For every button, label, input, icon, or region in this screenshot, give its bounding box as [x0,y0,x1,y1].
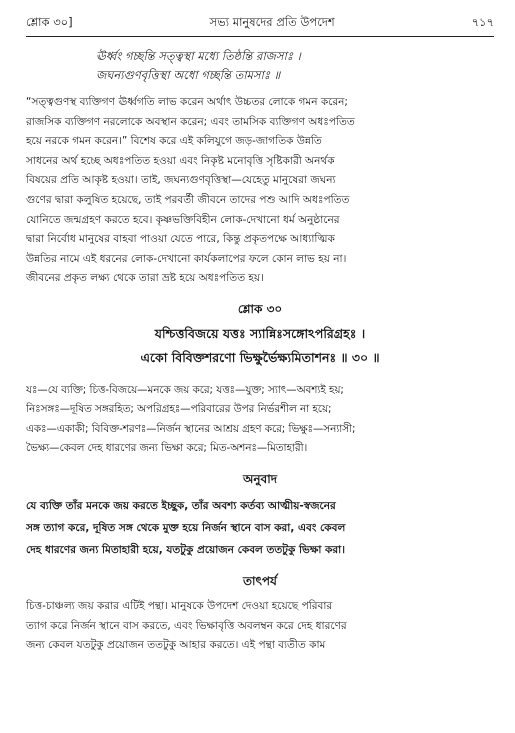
paragraph-line: যোনিতে জন্মগ্রহণ করতে হবে। কৃষ্ণভক্তিবিহীন লোক-দেখানো ধর্ম অনুষ্ঠানের [26,213,340,226]
translation-heading: অনুবাদ [242,471,278,486]
synonym-line: যঃ—যে ব্যক্তি; চিত্ত-বিজয়ে—মনকে জয় করে; যত্তঃ—যুক্ত; স্যাৎ—অবশ্যই হয়; [26,383,344,396]
quoted-sloka [96,47,494,85]
paragraph-line: বিষয়ের প্রতি আকৃষ্ট হওয়া। তাই, জঘন্যগুণবৃত্তিস্থা—যেহেতু মানুষেরা জঘন্য [26,174,336,187]
page-number: ৭১৭ [471,15,494,29]
purport-heading: তাৎপর্য [243,573,277,588]
paragraph-line: উন্নতির নামে এই ধরনের লোক-দেখানো কার্যকলাপের ফলে কোন লাভ হয় না। [26,252,347,265]
translation-line: যে ব্যক্তি তাঁর মনকে জয় করতে ইচ্ছুক, তাঁর অবশ্য কর্তব্য আত্মীয়-স্বজনের [26,499,336,512]
page-header [26,14,494,34]
verse-line: যশ্চিত্তবিজয়ে যত্তঃ স্যান্নিঃসঙ্গোঽপরিগ্রহঃ । [154,325,366,341]
synonym-line: নিঃসঙ্গঃ—দূষিত সঙ্গরহিত; অপরিগ্রহঃ—পরিবারের উপর নির্ভরশীল না হয়ে; [26,403,332,416]
paragraph-line: জীবনের প্রকৃত লক্ষ্য থেকে তারা ভ্রষ্ট হয়ে অধঃপতিত হয়। [26,272,264,285]
purport-line: ত্যাগ করে নির্জন স্থানে বাস করতে, এবং ভিক্ষাবৃত্তি অবলম্বন করে দেহ ধারণের [26,619,347,632]
paragraph-line: গুণের দ্বারা কলুষিত হয়েছে, তাই পরবর্তী জীবনে তাদের পশু আদি অধঃপতিত [26,193,350,206]
quoted-sloka-line: জঘন্যগুণবৃত্তিস্থা অধো গচ্ছন্তি তামসাঃ ॥ [96,68,281,82]
verse-line: একো বিবিক্তশরণো ভিক্ষুর্ভৈক্ষ্যমিতাশনঃ ॥ ৩০ ॥ [140,349,380,365]
paragraph-line: রাজসিক ব্যক্তিগণ নরলোকে অবস্থান করেন; এবং তামসিক ব্যক্তিগণ অধঃপতিত [26,115,355,128]
paragraph-line: সাধনের অর্থ হচ্ছে অধঃপতিত হওয়া এবং নিকৃষ্ট মনোবৃত্তি সৃষ্টিকারী অনর্থক [26,154,335,167]
paragraph-line: দ্বারা নির্বোধ মানুষের বাহবা পাওয়া যেতে পারে, কিন্তু প্রকৃতপক্ষে আধ্যাত্মিক [26,233,335,246]
translation-text [26,495,494,561]
header-rule [26,36,494,37]
word-for-word-synonyms [26,381,494,459]
commentary-paragraph [26,93,494,289]
translation-line: দেহ ধারণের জন্য মিতাহারী হয়ে, যতটুকু প্রয়োজন কেবল ততটুকু ভিক্ষা করা। [26,543,345,556]
synonym-line: একঃ—একাকী; বিবিক্ত-শরণঃ—নির্জন স্থানের আশ্রয় গ্রহণ করে; ভিক্ষুঃ—সন্যাসী; [26,422,356,435]
paragraph-line: “সত্ত্বগুণস্থ ব্যক্তিগণ ঊর্ধ্বগতি লাভ করেন অর্থাৎ উচ্চতর লোকে গমন করেন; [26,96,348,108]
translation-line: সঙ্গ ত্যাগ করে, দূষিত সঙ্গ থেকে মুক্ত হয়ে নির্জন স্থানে বাস করা, এবং কেবল [26,521,346,534]
sloka-heading: শ্লোক ৩০ [237,301,283,316]
header-verse-ref: শ্লোক ৩০] [26,15,73,29]
verse-block [26,323,494,369]
book-page [26,14,494,656]
purport-line: জন্য কেবল যতটুকু প্রয়োজন ততটুকু আহার করতে। এই পন্থা ব্যতীত কাম [26,639,326,652]
purport-line: চিত্ত-চাঞ্চল্য জয় করার এটিই পন্থা। মানুষকে উপদেশ দেওয়া হয়েছে পরিবার [26,599,333,612]
paragraph-line: হয়ে নরকে গমন করেন।” বিশেষ করে এই কলিযুগে জড়-জাগতিক উন্নতি [26,135,322,148]
synonym-line: ভৈক্ষ্য—কেবল দেহ ধারণের জন্য ভিক্ষা করে; মিত-অশনঃ—মিতাহারী। [26,442,308,455]
purport-text [26,597,494,656]
header-chapter-title: সভ্য মানুষদের প্রতি উপদেশ [209,15,335,29]
quoted-sloka-line: ঊর্ধ্বং গচ্ছন্তি সত্ত্বস্থা মধ্যে তিষ্ঠন্তি রাজসাঃ । [96,49,301,63]
